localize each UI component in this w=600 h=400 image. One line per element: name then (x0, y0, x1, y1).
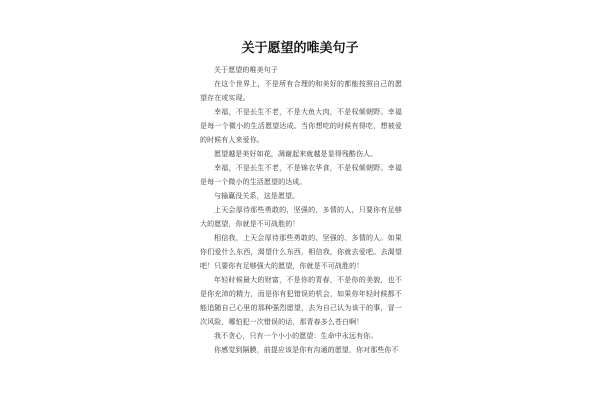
paragraph: 在这个世界上，不是所有合理的和美好的都能按照自己的愿望存在或实现。 (200, 80, 402, 102)
paragraph: 我不贪心，只有一个小小的愿望：生命中永远有你。 (214, 332, 378, 340)
paragraph: 与输赢没关系，这是愿望。 (214, 192, 300, 200)
paragraph: 关于愿望的唯美句子 (214, 66, 278, 74)
paragraph: 愿望越是美好如花，凋谢起来就越是显得残酷伤人。 (214, 150, 378, 158)
document-body (200, 63, 402, 357)
paragraph: 你感觉到隔膜，前提应该是你有沟通的愿望，你对那些你不 (214, 346, 399, 354)
paragraph: 相信我，上天会厚待那些勇敢的、坚强的、多情的人。如果你们爱什么东西，渴望什么东西，相信我，你就去爱吧。去渴望吧！只要你有足够强大的愿望，你就是不可战胜的！ (200, 234, 402, 270)
paragraph: 幸福，不是长生不老，不是锦衣华食，不是权倾朝野。幸福是每一个微小的生活愿望的达成。 (200, 164, 402, 186)
document-title: 关于愿望的唯美句子 (241, 41, 359, 56)
paragraph: 年轻时候最大的财富，不是你的青春，不是你的美貌，也不是你充沛的精力，而是你有犯错误的机会，如果你年轻时候都不能追随自己心里的那种强烈愿望，去为自己认为该干的事，冒一次风险，哪怕犯一次错误的话，那青春多么苍白啊！ (200, 276, 402, 326)
paragraph: 上天会厚待那些勇敢的，坚强的，多情的人，只要你有足够大的愿望，你就是不可战胜的！ (200, 206, 402, 228)
paragraph: 幸福，不是长生不老，不是大鱼大肉，不是权倾朝野。幸福是每一个微小的生活愿望达成。当你想吃的时候有得吃，想被爱的时候有人来爱你。 (200, 108, 402, 144)
